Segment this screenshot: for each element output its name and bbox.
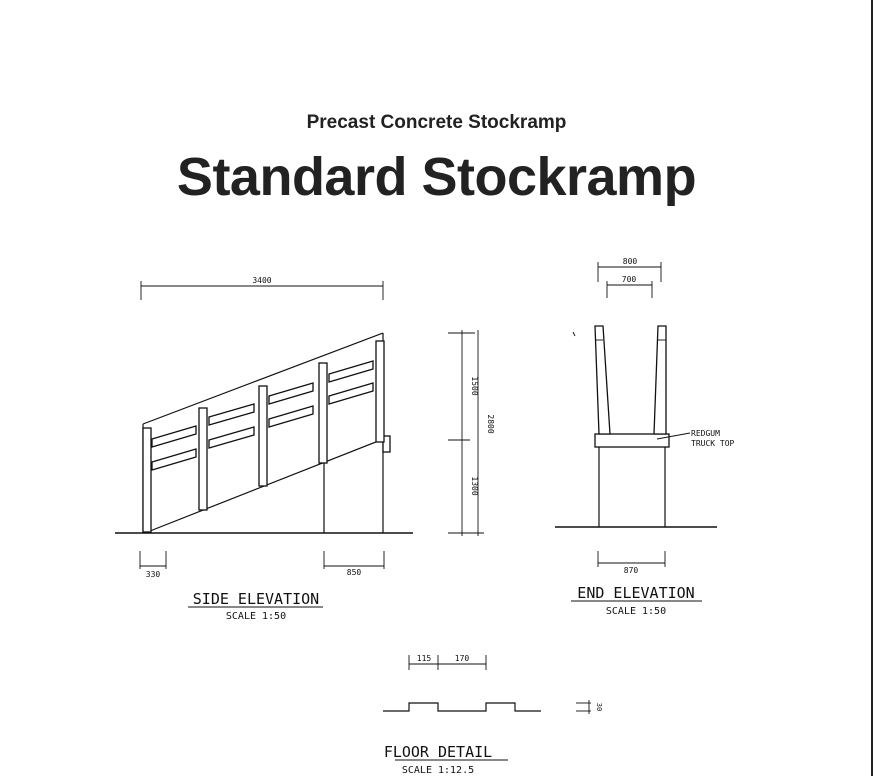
end-mark bbox=[573, 332, 575, 336]
end-callout-line2: TRUCK TOP bbox=[691, 439, 735, 448]
floor-dim-c: 30 bbox=[595, 702, 603, 712]
side-left-base-dim: 330 bbox=[145, 570, 161, 579]
side-slat bbox=[209, 404, 254, 425]
end-inner-width-dim: 700 bbox=[621, 275, 637, 284]
floor-dim-a: 115 bbox=[416, 654, 432, 663]
side-upper-height-dim: 1500 bbox=[470, 376, 479, 396]
side-post-3 bbox=[259, 386, 267, 486]
side-slat bbox=[209, 427, 254, 448]
side-slat bbox=[269, 383, 313, 404]
floor-detail-label: FLOOR DETAIL bbox=[383, 743, 493, 761]
side-slat bbox=[152, 426, 196, 447]
side-lower-height-dim: 1300 bbox=[470, 476, 479, 496]
floor-profile bbox=[383, 703, 541, 711]
end-base-width-dim: 870 bbox=[623, 566, 639, 575]
floor-dim-b: 170 bbox=[454, 654, 470, 663]
side-elevation-label: SIDE ELEVATION bbox=[192, 590, 320, 608]
side-total-height-dim: 2800 bbox=[486, 414, 495, 434]
side-slat bbox=[269, 406, 313, 427]
side-elevation bbox=[115, 276, 495, 622]
end-callout-line1: REDGUM bbox=[691, 429, 720, 438]
end-right-wall bbox=[654, 326, 666, 434]
end-truck-top bbox=[595, 434, 669, 447]
side-length-dim: 3400 bbox=[252, 276, 272, 285]
floor-detail-scale: SCALE 1:12.5 bbox=[401, 765, 475, 776]
side-post-2 bbox=[199, 408, 207, 510]
end-elevation bbox=[555, 257, 735, 617]
end-left-wall bbox=[595, 326, 610, 434]
end-outer-width-dim: 800 bbox=[622, 257, 638, 266]
side-slat bbox=[329, 383, 373, 404]
drawing-subtitle: Precast Concrete Stockramp bbox=[306, 112, 567, 133]
drawing-title: Standard Stockramp bbox=[176, 147, 697, 207]
side-slat bbox=[329, 361, 373, 382]
end-elevation-label: END ELEVATION bbox=[577, 584, 695, 602]
side-post-5 bbox=[376, 341, 384, 442]
side-elevation-scale: SCALE 1:50 bbox=[225, 611, 287, 622]
end-elevation-scale: SCALE 1:50 bbox=[605, 606, 667, 617]
side-post-1 bbox=[143, 428, 151, 532]
side-slat bbox=[152, 449, 196, 470]
floor-detail bbox=[383, 654, 603, 776]
side-post-4 bbox=[319, 363, 327, 463]
side-right-base-dim: 850 bbox=[346, 568, 362, 577]
